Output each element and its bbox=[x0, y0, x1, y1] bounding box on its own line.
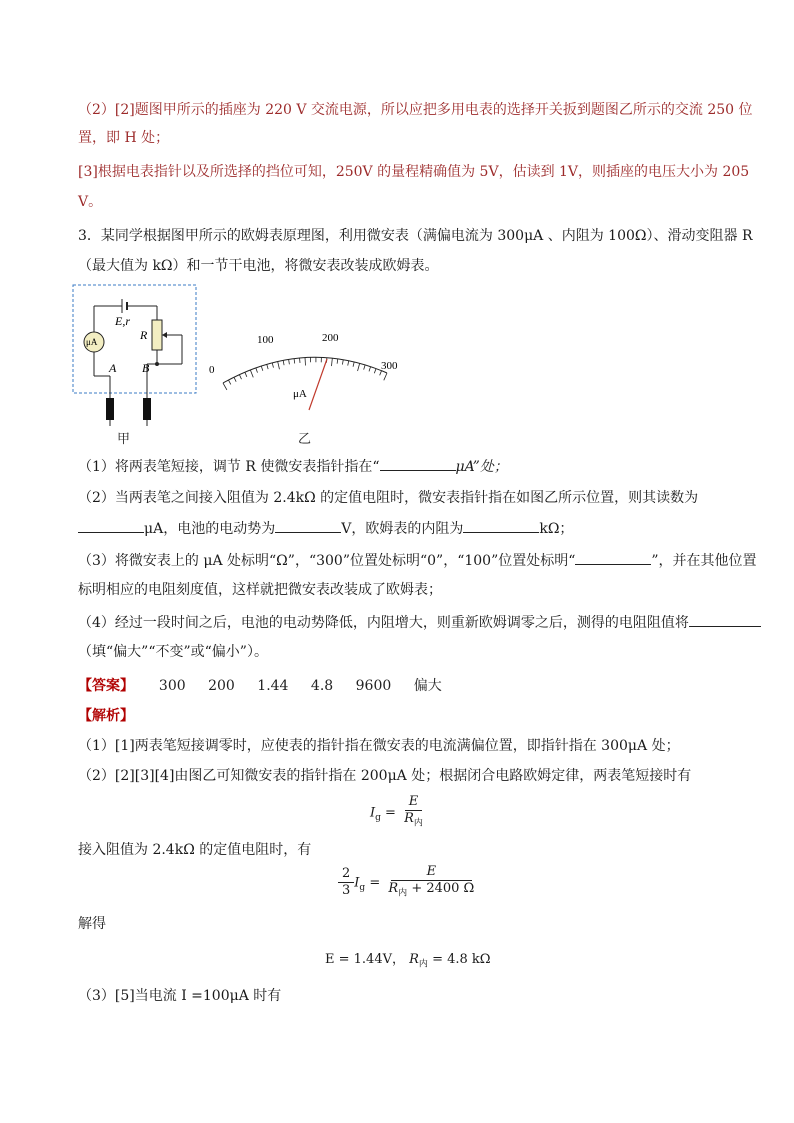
tick-label-0: 0 bbox=[209, 364, 215, 376]
tick-label-100: 100 bbox=[257, 334, 274, 346]
equation-3: E = 1.44V， $R_内 = 4.8$ kΩ bbox=[325, 952, 491, 970]
meter-dial bbox=[205, 325, 410, 420]
sub-3-post: ”，并在其他位置 bbox=[651, 553, 757, 569]
dial-tick bbox=[245, 372, 247, 377]
dial-tick bbox=[256, 368, 258, 373]
sub-question-1 bbox=[78, 456, 508, 477]
eq2-lhs: I bbox=[354, 875, 360, 891]
terminal-b-label: B bbox=[142, 361, 150, 375]
dial-tick bbox=[234, 377, 236, 381]
eq1-lhs: I bbox=[370, 805, 376, 821]
test-probes bbox=[104, 392, 164, 426]
eq3-r: R bbox=[409, 952, 419, 967]
dial-tick bbox=[384, 373, 387, 380]
eq2-coef-den: 3 bbox=[342, 883, 351, 899]
circuit-diagram bbox=[72, 284, 197, 394]
eq1-den: R bbox=[404, 811, 414, 826]
meter-unit-label: μA bbox=[293, 388, 307, 400]
sub-question-3-line-2: 标明相应的电阻刻度值，这样就把微安表改装成了欧姆表； bbox=[78, 582, 442, 598]
figure-a-caption: 甲 bbox=[117, 432, 131, 447]
eq1-den-sub: 内 bbox=[413, 818, 423, 829]
equation-1: $I_g$ = $\frac{E}{R_内}$ bbox=[370, 794, 423, 829]
dial-tick bbox=[289, 359, 290, 364]
analysis-p1: （1）[1]两表笔短接调零时，应使表的指针指在微安表的电流满偏位置，即指针指在 300μA 处； bbox=[78, 738, 680, 754]
sub-2-a: μA，电池的电动势为 bbox=[144, 521, 276, 537]
dial-tick bbox=[369, 367, 371, 372]
sub-1-pre: （1）将两表笔短接，调节 R 使微安表指针指在“ bbox=[78, 459, 380, 475]
answer-blank-6[interactable] bbox=[689, 612, 761, 627]
dial-tick bbox=[278, 361, 280, 369]
answer-blank-5[interactable] bbox=[575, 550, 651, 565]
terminal-a-label: A bbox=[109, 361, 117, 375]
sub-question-4-line-2: （填“偏大”“不变”或“偏小”）。 bbox=[78, 644, 268, 660]
sub-1-post: μA”处； bbox=[455, 459, 508, 475]
dial-tick bbox=[294, 359, 295, 364]
analysis-p3: 接入阻值为 2.4kΩ 的定值电阻时，有 bbox=[78, 842, 312, 858]
rheostat-label: R bbox=[140, 328, 148, 342]
eq2-den-sub: 内 bbox=[398, 888, 408, 899]
battery-label: E,r bbox=[115, 314, 130, 328]
dial-tick bbox=[267, 364, 268, 369]
sub-3-pre: （3）将微安表上的 μA 处标明“Ω”，“300”位置处标明“0”，“100”位置处标明“ bbox=[78, 553, 576, 569]
dial-tick bbox=[342, 360, 343, 365]
eq2-lhs-sub: g bbox=[359, 882, 366, 893]
dial-tick bbox=[228, 380, 230, 384]
eq3-r-sub: 内 bbox=[418, 959, 428, 970]
eq1-lhs-sub: g bbox=[375, 812, 381, 823]
explain-2-line-1: （2）[2]题图甲所示的插座为 220 V 交流电源，所以应把多用电表的选择开关扳到题图乙所示的交流 250 位 bbox=[78, 102, 753, 118]
analysis-p4: 解得 bbox=[78, 916, 106, 932]
tick-label-300: 300 bbox=[381, 360, 398, 372]
dial-tick bbox=[358, 363, 360, 371]
eq2-den-extra: + 2400 Ω bbox=[411, 881, 475, 896]
sub-question-2-line-2 bbox=[78, 518, 573, 539]
dial-tick bbox=[348, 361, 349, 366]
analysis-tag: 【解析】 bbox=[78, 708, 134, 724]
answer-tag: 【答案】 bbox=[78, 678, 134, 694]
dial-tick bbox=[272, 363, 273, 368]
analysis-p5: （3）[5]当电流 I =100μA 时有 bbox=[78, 988, 282, 1004]
answer-blank-1[interactable] bbox=[380, 456, 456, 471]
answer-value-3: 1.44 bbox=[257, 678, 289, 694]
equation-2: $\frac{2}{3}$ $I_g$ = $\frac{E}{R_内 + 2400 \Omega}$ bbox=[338, 864, 478, 902]
answer-value-6: 偏大 bbox=[413, 678, 442, 694]
figure-b-caption: 乙 bbox=[298, 432, 312, 447]
dial-tick bbox=[331, 358, 332, 366]
eq2-num: E bbox=[391, 864, 473, 881]
sub-question-4-line-1 bbox=[78, 612, 761, 633]
eq2-den-r: R bbox=[388, 881, 399, 896]
dial-tick bbox=[283, 360, 284, 365]
sub-2-b: V，欧姆表的内阻为 bbox=[341, 521, 464, 537]
answer-value-4: 4.8 bbox=[310, 678, 334, 694]
question-3-line-2: （最大值为 kΩ）和一节干电池，将微安表改装成欧姆表。 bbox=[78, 258, 439, 274]
answer-line bbox=[78, 676, 442, 696]
explain-2-line-2: 置，即 H 处； bbox=[78, 130, 170, 146]
sub-2-c: kΩ； bbox=[539, 521, 574, 537]
dial-tick bbox=[364, 365, 365, 370]
answer-value-5: 9600 bbox=[355, 678, 392, 694]
meter-needle bbox=[309, 359, 327, 410]
dial-tick bbox=[261, 366, 263, 371]
answer-blank-2[interactable] bbox=[78, 518, 144, 533]
eq3-e: E = 1.44V bbox=[325, 952, 392, 967]
answer-blank-3[interactable] bbox=[275, 518, 341, 533]
answer-value-2: 200 bbox=[208, 678, 235, 694]
question-3-line-1: 3．某同学根据图甲所示的欧姆表原理图，利用微安表（满偏电流为 300μA 、内阻为 100Ω）、滑动变阻器 R bbox=[78, 228, 753, 244]
answer-value-1: 300 bbox=[158, 678, 186, 694]
meter-label: μA bbox=[86, 337, 98, 347]
explain-3-line-1: [3]根据电表指针以及所选择的挡位可知，250V 的量程精确值为 5V，估读到 1V，则插座的电压大小为 205 bbox=[78, 164, 750, 180]
sub-question-2-line-1: （2）当两表笔之间接入阻值为 2.4kΩ 的定值电阻时，微安表指针指在如图乙所示位置，则其读数为 bbox=[78, 490, 699, 506]
answer-blank-4[interactable] bbox=[463, 518, 539, 533]
eq1-num: E bbox=[405, 794, 423, 811]
dial-tick bbox=[353, 362, 354, 367]
explain-3-line-2: V。 bbox=[78, 194, 103, 210]
sub-question-3-line-1 bbox=[78, 550, 757, 571]
sub-4-text: （4）经过一段时间之后，电池的电动势降低，内阻增大，则重新欧姆调零之后，测得的电阻阻值将 bbox=[78, 615, 689, 631]
analysis-p2: （2）[2][3][4]由图乙可知微安表的指针指在 200μA 处；根据闭合电路欧姆定律，两表笔短接时有 bbox=[78, 768, 692, 784]
dial-tick bbox=[239, 375, 241, 380]
dial-tick bbox=[337, 359, 338, 364]
tick-label-200: 200 bbox=[322, 332, 339, 344]
dial-tick bbox=[250, 370, 253, 377]
eq2-coef-num: 2 bbox=[338, 866, 354, 883]
eq3-r-val: = 4.8 kΩ bbox=[432, 952, 491, 967]
dial-tick bbox=[374, 369, 376, 374]
dial-tick bbox=[223, 383, 227, 390]
